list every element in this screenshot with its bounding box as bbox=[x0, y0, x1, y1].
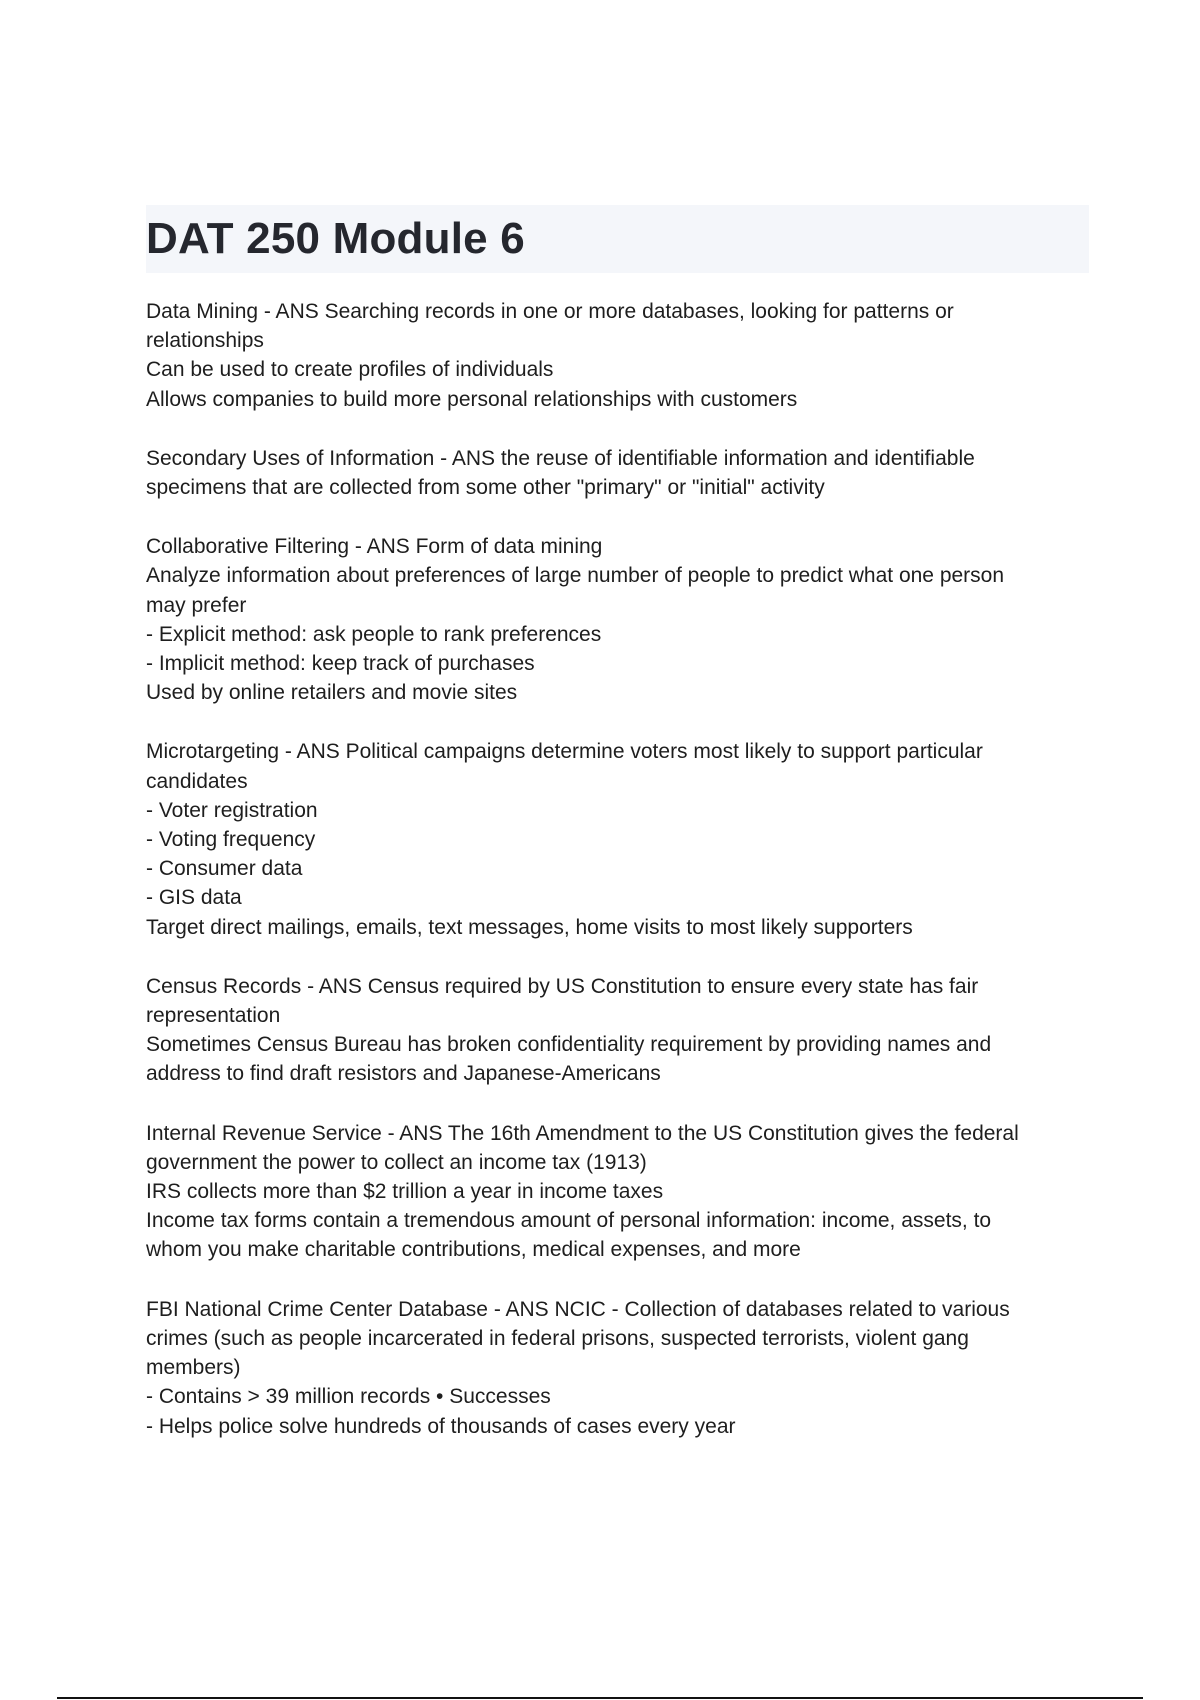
qa-entry bbox=[146, 297, 1086, 414]
entry-text-line: members) bbox=[146, 1356, 241, 1380]
entry-text-line: - Contains > 39 million records • Successes bbox=[146, 1385, 551, 1409]
entry-text-line: Used by online retailers and movie sites bbox=[146, 681, 518, 705]
entry-term-line: Data Mining - ANS Searching records in one or more databases, looking for patterns or bbox=[146, 300, 954, 323]
entry-text-line: address to find draft resistors and Japanese-Americans bbox=[146, 1062, 661, 1086]
entry-text-line: representation bbox=[146, 1004, 281, 1028]
page-title: DAT 250 Module 6 bbox=[146, 214, 525, 263]
qa-entry bbox=[146, 1295, 1086, 1441]
entry-term-line: Collaborative Filtering - ANS Form of data mining bbox=[146, 535, 603, 559]
entry-text-line: - GIS data bbox=[146, 886, 242, 910]
entry-text-line: Analyze information about preferences of large number of people to predict what one person bbox=[146, 564, 1005, 588]
document-body bbox=[146, 297, 1086, 1471]
entry-text-line: - Voting frequency bbox=[146, 828, 316, 852]
qa-entry bbox=[146, 1119, 1086, 1265]
entry-term-line: Microtargeting - ANS Political campaigns determine voters most likely to support particular bbox=[146, 740, 983, 764]
entry-text-line: Target direct mailings, emails, text messages, home visits to most likely supporters bbox=[146, 915, 913, 939]
qa-entry bbox=[146, 444, 1086, 502]
entry-text-line: candidates bbox=[146, 769, 248, 793]
entry-text-line: Sometimes Census Bureau has broken confidentiality requirement by providing names and bbox=[146, 1033, 992, 1057]
entry-text-line: may prefer bbox=[146, 593, 247, 617]
entry-text-line: relationships bbox=[146, 329, 264, 353]
entry-text-line: Income tax forms contain a tremendous amount of personal information: income, assets, to bbox=[146, 1209, 992, 1233]
qa-entry bbox=[146, 972, 1086, 1089]
entry-text-line: - Implicit method: keep track of purchases bbox=[146, 652, 535, 676]
entry-text-line: whom you make charitable contributions, medical expenses, and more bbox=[146, 1238, 801, 1262]
entry-text-line: - Voter registration bbox=[146, 798, 318, 822]
entry-text-line: specimens that are collected from some other "primary" or "initial" activity bbox=[146, 476, 825, 500]
entry-text-line: crimes (such as people incarcerated in federal prisons, suspected terrorists, violent gang bbox=[146, 1326, 969, 1350]
qa-entry bbox=[146, 737, 1086, 941]
entry-text-line: Allows companies to build more personal relationships with customers bbox=[146, 387, 798, 411]
entry-text-line: - Consumer data bbox=[146, 857, 303, 881]
entry-text-line: government the power to collect an income tax (1913) bbox=[146, 1150, 647, 1174]
qa-entry bbox=[146, 532, 1086, 707]
entry-text-line: Can be used to create profiles of individuals bbox=[146, 358, 554, 382]
entry-text-line: - Explicit method: ask people to rank preferences bbox=[146, 622, 602, 646]
entry-term-line: FBI National Crime Center Database - ANS NCIC - Collection of databases related to various bbox=[146, 1297, 1010, 1321]
footer-divider bbox=[57, 1697, 1143, 1699]
entry-text-line: IRS collects more than $2 trillion a year in income taxes bbox=[146, 1180, 664, 1204]
entry-term-line: Secondary Uses of Information - ANS the reuse of identifiable information and identifiable bbox=[146, 446, 975, 470]
entry-term-line: Census Records - ANS Census required by US Constitution to ensure every state has fair bbox=[146, 974, 979, 998]
entry-term-line: Internal Revenue Service - ANS The 16th Amendment to the US Constitution gives the federal bbox=[146, 1121, 1019, 1145]
entry-text-line: - Helps police solve hundreds of thousands of cases every year bbox=[146, 1414, 736, 1438]
